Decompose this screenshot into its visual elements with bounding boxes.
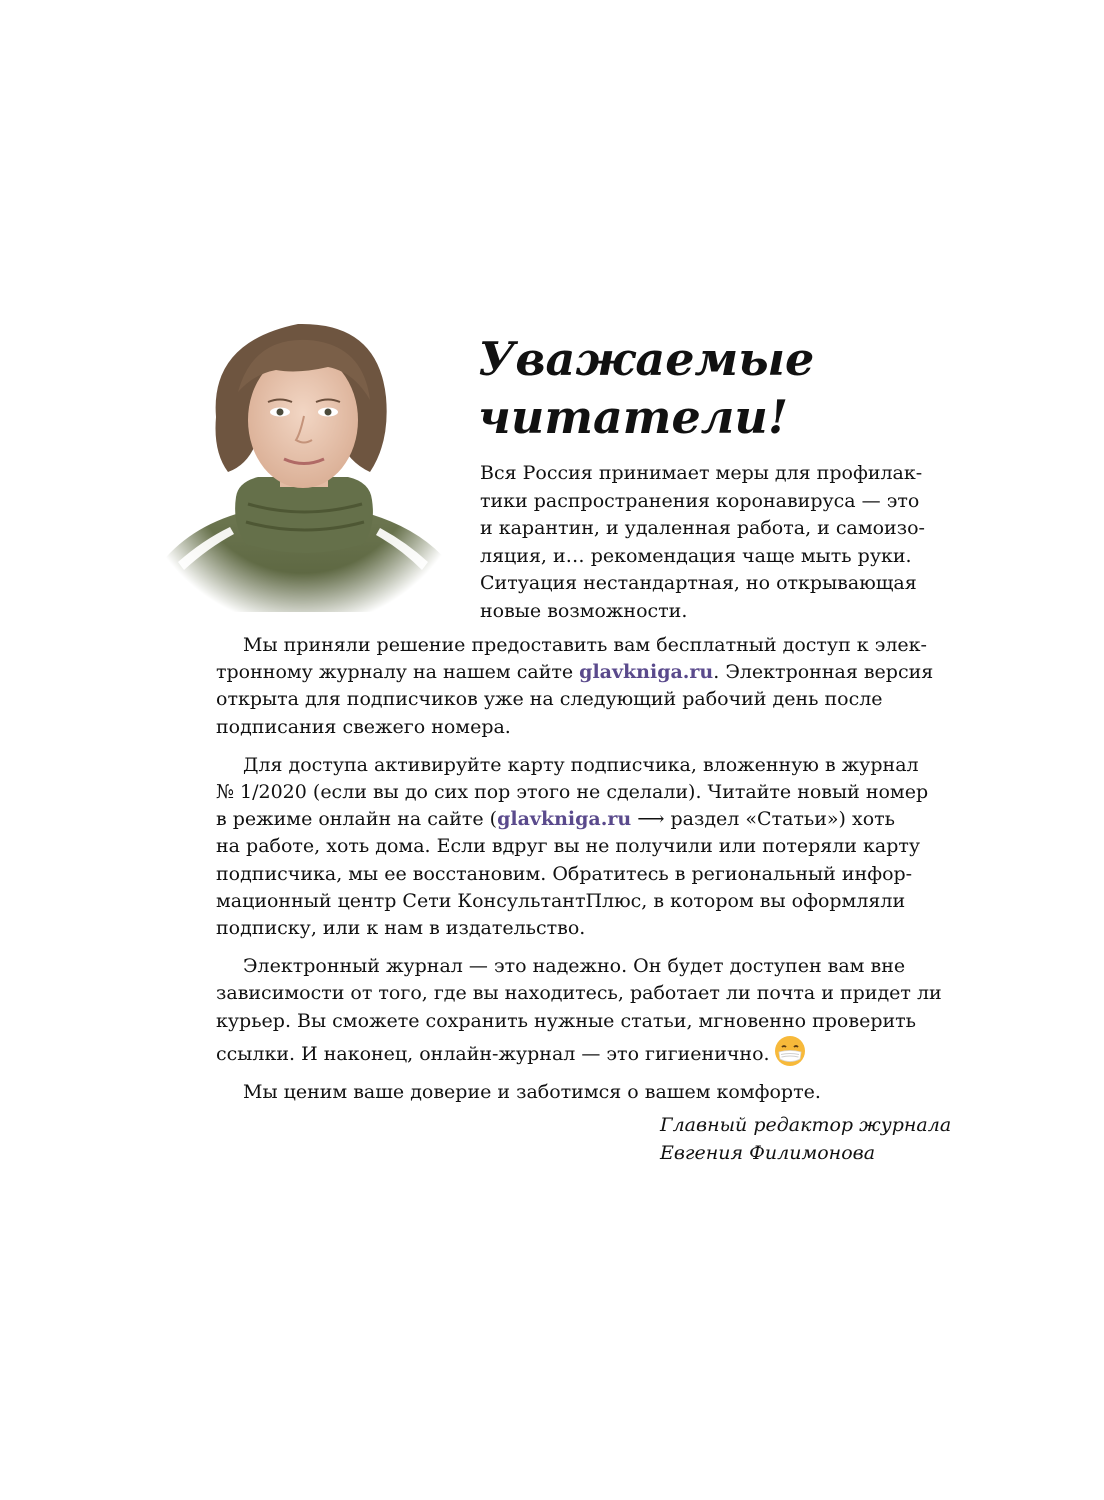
text-fragment: в режиме онлайн на сайте ( [216,808,498,831]
editor-portrait [158,312,448,612]
intro-paragraph [480,460,930,625]
text-line: на работе, хоть дома. Если вдруг вы не получили или потеряли карту [216,835,921,858]
signature-name: Евгения Филимонова [660,1141,876,1164]
title-line-2: читатели! [478,390,789,444]
text-line: Мы приняли решение предоставить вам бесплатный доступ к элек- [243,634,927,656]
text-line: Для доступа активируйте карту подписчика, вложенную в журнал [243,753,919,776]
title-line-1: Уважаемые [478,332,815,386]
signature-role: Главный редактор журнала [660,1114,952,1136]
text-line: подписчика, мы ее восстановим. Обратитесь в региональный инфор- [216,862,913,885]
text-line [216,1035,946,1068]
paragraph-activation [216,752,946,942]
intro-line: новые возможности. [480,599,688,622]
text-line [216,659,946,686]
intro-line: Вся Россия принимает меры для профилак- [480,462,923,484]
text-fragment: ссылки. И наконец, онлайн-журнал — это гигиенично. [216,1042,770,1065]
text-line: Электронный журнал — это надежно. Он будет доступен вам вне [243,955,906,978]
text-fragment: ⟶ раздел «Статьи») хоть [631,808,896,831]
intro-line: Ситуация нестандартная, но открывающая [480,572,917,594]
text-fragment: тронному журналу на нашем сайте [216,661,580,684]
text-line: подписания свежего номера. [216,715,511,738]
text-line: открыта для подписчиков уже на следующий рабочий день после [216,688,883,711]
paragraph-free-access [216,632,946,741]
signature [660,1112,951,1167]
paragraph-reliability [216,953,946,1068]
text-line: № 1/2020 (если вы до сих пор этого не сделали). Читайте новый номер [216,781,929,804]
intro-line: тики распространения коронавируса — это [480,489,920,512]
intro-line: и карантин, и удаленная работа, и самоизо- [480,517,925,539]
text-fragment: . Электронная версия [713,661,934,684]
text-line: курьер. Вы сможете сохранить нужные статьи, мгновенно проверить [216,1009,916,1032]
face-with-medical-mask-icon [774,1035,806,1067]
text-line: подписку, или к нам в издательство. [216,917,586,940]
text-line [216,806,946,833]
site-link[interactable]: glavkniga.ru [497,808,632,831]
site-link[interactable]: glavkniga.ru [579,661,714,684]
text-line: зависимости от того, где вы находитесь, работает ли почта и придет ли [216,982,942,1005]
text-line: Мы ценим ваше доверие и заботимся о вашем комфорте. [243,1081,821,1104]
intro-line: ляция, и… рекомендация чаще мыть руки. [480,544,912,567]
text-line: мационный центр Сети КонсультантПлюс, в котором вы оформляли [216,889,906,912]
paragraph-closing [216,1079,946,1106]
letter-body [216,632,946,1117]
page-title [478,330,938,446]
